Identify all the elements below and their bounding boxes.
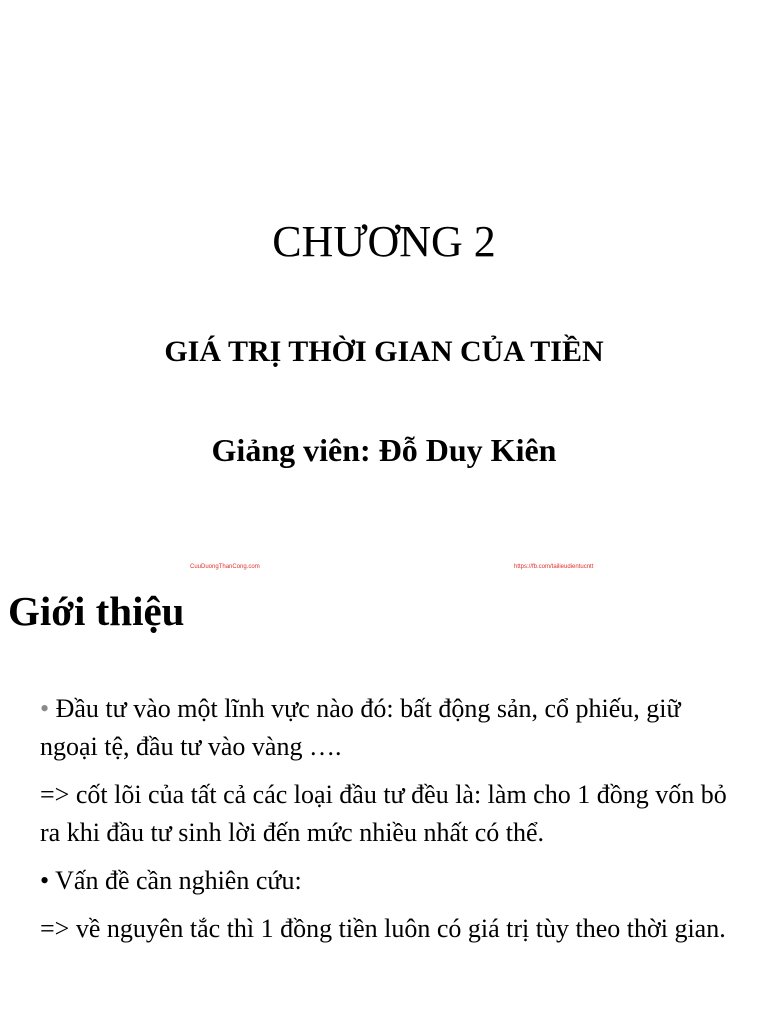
paragraph-text: => về nguyên tắc thì 1 đồng tiền luôn có giá trị tùy theo thời gian. [40,914,726,943]
content-body [40,690,740,948]
paragraph-text: Vấn đề cần nghiên cứu: [49,866,302,895]
section-heading: Giới thiệu [8,588,185,634]
lecturer-name: Giảng viên: Đỗ Duy Kiên [211,432,557,468]
bullet-icon: • [40,694,50,723]
watermark-right: https://fb.com/tailieudientucntt [514,564,594,570]
chapter-title: CHƯƠNG 2 [272,217,496,266]
paragraph-core [40,776,740,852]
paragraph-principle [40,910,740,948]
slide-subtitle: GIÁ TRỊ THỜI GIAN CỦA TIỀN [164,335,604,368]
paragraph-text: => cốt lõi của tất cả các loại đầu tư đều là: làm cho 1 đồng vốn bỏ ra khi đầu tư sinh lời đến mức nhiều nhất có thể. [40,780,727,847]
paragraph-text: Đầu tư vào một lĩnh vực nào đó: bất động sản, cổ phiếu, giữ ngoại tệ, đầu tư vào vàng …. [40,694,681,761]
bullet-icon: • [40,866,50,895]
watermark-left: CuuDuongThanCong.com [190,564,260,570]
paragraph-research-question [40,862,740,900]
paragraph-investment [40,690,740,766]
